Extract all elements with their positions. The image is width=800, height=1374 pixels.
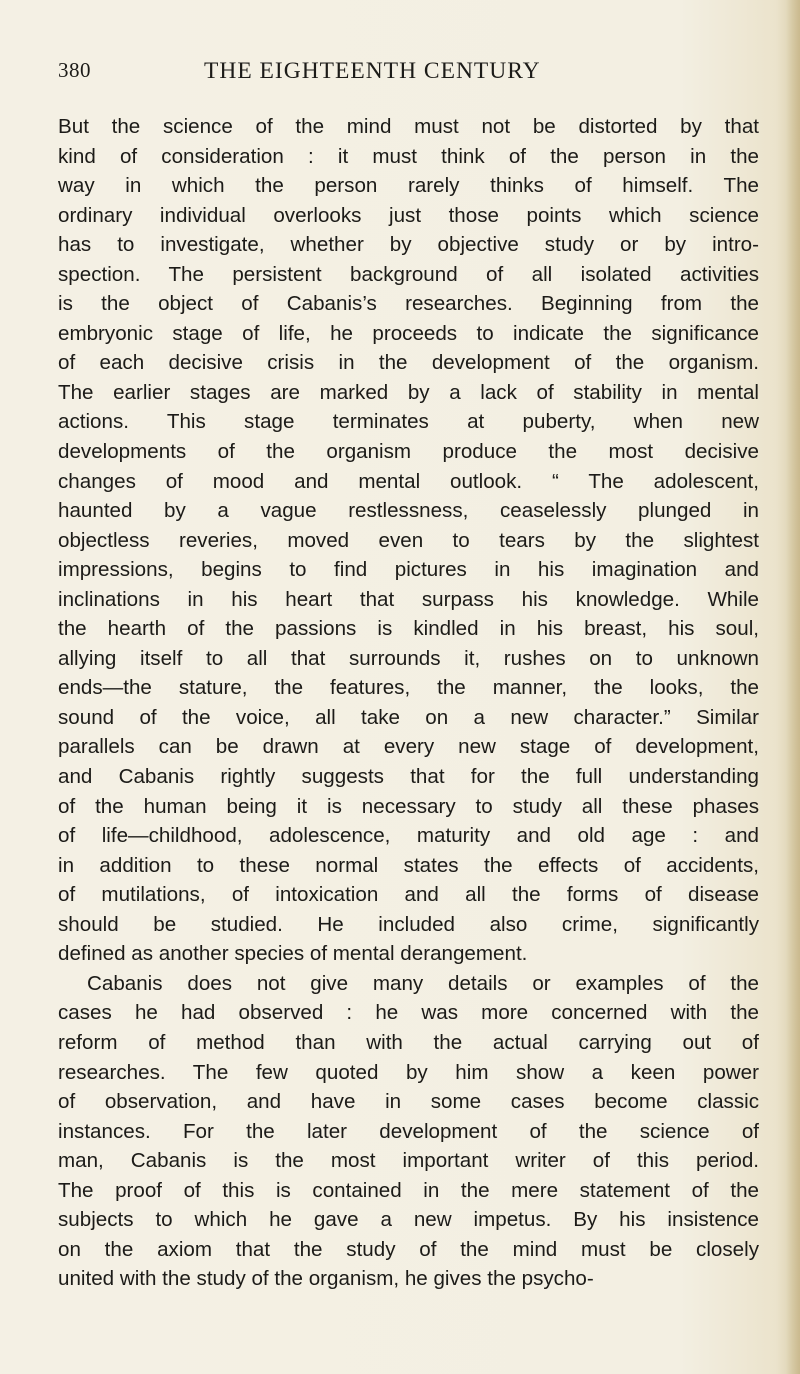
text-line: developments of the organism produce the most decisive [58, 440, 759, 464]
text-line: of each decisive crisis in the development of the organism. [58, 351, 759, 375]
text-line: should be studied. He included also crime, significantly [58, 912, 759, 936]
text-line: ends—the stature, the features, the manner, the looks, the [58, 676, 759, 700]
text-line: ordinary individual overlooks just those points which science [58, 203, 759, 227]
text-line: subjects to which he gave a new impetus. By his insistence [58, 1208, 759, 1232]
text-line: allying itself to all that surrounds it, rushes on to unknown [58, 646, 759, 670]
text-line: actions. This stage terminates at puberty, when new [58, 410, 759, 434]
page-header [58, 58, 758, 90]
text-line: objectless reveries, moved even to tears by the slightest [58, 528, 759, 552]
text-line: The earlier stages are marked by a lack of stability in mental [58, 380, 759, 404]
text-line: of observation, and have in some cases become classic [58, 1090, 759, 1114]
text-line: of the human being it is necessary to study all these phases [58, 794, 759, 818]
text-line: and Cabanis rightly suggests that for the full understanding [58, 765, 759, 789]
running-title: THE EIGHTEENTH CENTURY [204, 58, 541, 84]
text-line: kind of consideration : it must think of the person in the [58, 144, 759, 168]
text-line: impressions, begins to find pictures in his imagination and [58, 558, 759, 582]
page-edge-shadow [786, 0, 800, 1374]
text-line: man, Cabanis is the most important writer of this period. [58, 1149, 759, 1173]
text-line: embryonic stage of life, he proceeds to indicate the significance [58, 321, 759, 345]
text-line: has to investigate, whether by objective study or by intro- [58, 233, 759, 257]
text-line: sound of the voice, all take on a new character.” Similar [58, 705, 759, 729]
text-line: united with the study of the organism, he gives the psycho- [58, 1267, 594, 1291]
text-line: of life—childhood, adolescence, maturity and old age : and [58, 824, 759, 848]
text-line: But the science of the mind must not be distorted by that [58, 115, 759, 138]
text-line: The proof of this is contained in the mere statement of the [58, 1178, 759, 1202]
text-line: Cabanis does not give many details or examples of the [87, 971, 759, 995]
text-line: the hearth of the passions is kindled in his breast, his soul, [58, 617, 759, 641]
text-line: researches. The few quoted by him show a keen power [58, 1060, 759, 1084]
text-line: of mutilations, of intoxication and all the forms of disease [58, 883, 759, 907]
text-line: cases he had observed : he was more concerned with the [58, 1001, 759, 1025]
text-line: changes of mood and mental outlook. “ The adolescent, [58, 469, 759, 493]
text-line: in addition to these normal states the effects of accidents, [58, 853, 759, 877]
page-number: 380 [58, 58, 91, 82]
paragraph-2 [58, 969, 759, 1294]
text-line: instances. For the later development of the science of [58, 1119, 759, 1143]
text-line: is the object of Cabanis’s researches. Beginning from the [58, 292, 759, 316]
text-line: spection. The persistent background of all isolated activities [58, 262, 759, 286]
text-line: parallels can be drawn at every new stage of development, [58, 735, 759, 759]
paragraph-1 [58, 112, 759, 969]
text-line: haunted by a vague restlessness, ceaselessly plunged in [58, 499, 759, 523]
text-line: on the axiom that the study of the mind must be closely [58, 1237, 759, 1261]
body-text [58, 112, 759, 1294]
text-line: defined as another species of mental derangement. [58, 942, 528, 966]
text-line: inclinations in his heart that surpass his knowledge. While [58, 587, 759, 611]
text-line: reform of method than with the actual carrying out of [58, 1030, 759, 1054]
text-line: way in which the person rarely thinks of himself. The [58, 174, 759, 198]
